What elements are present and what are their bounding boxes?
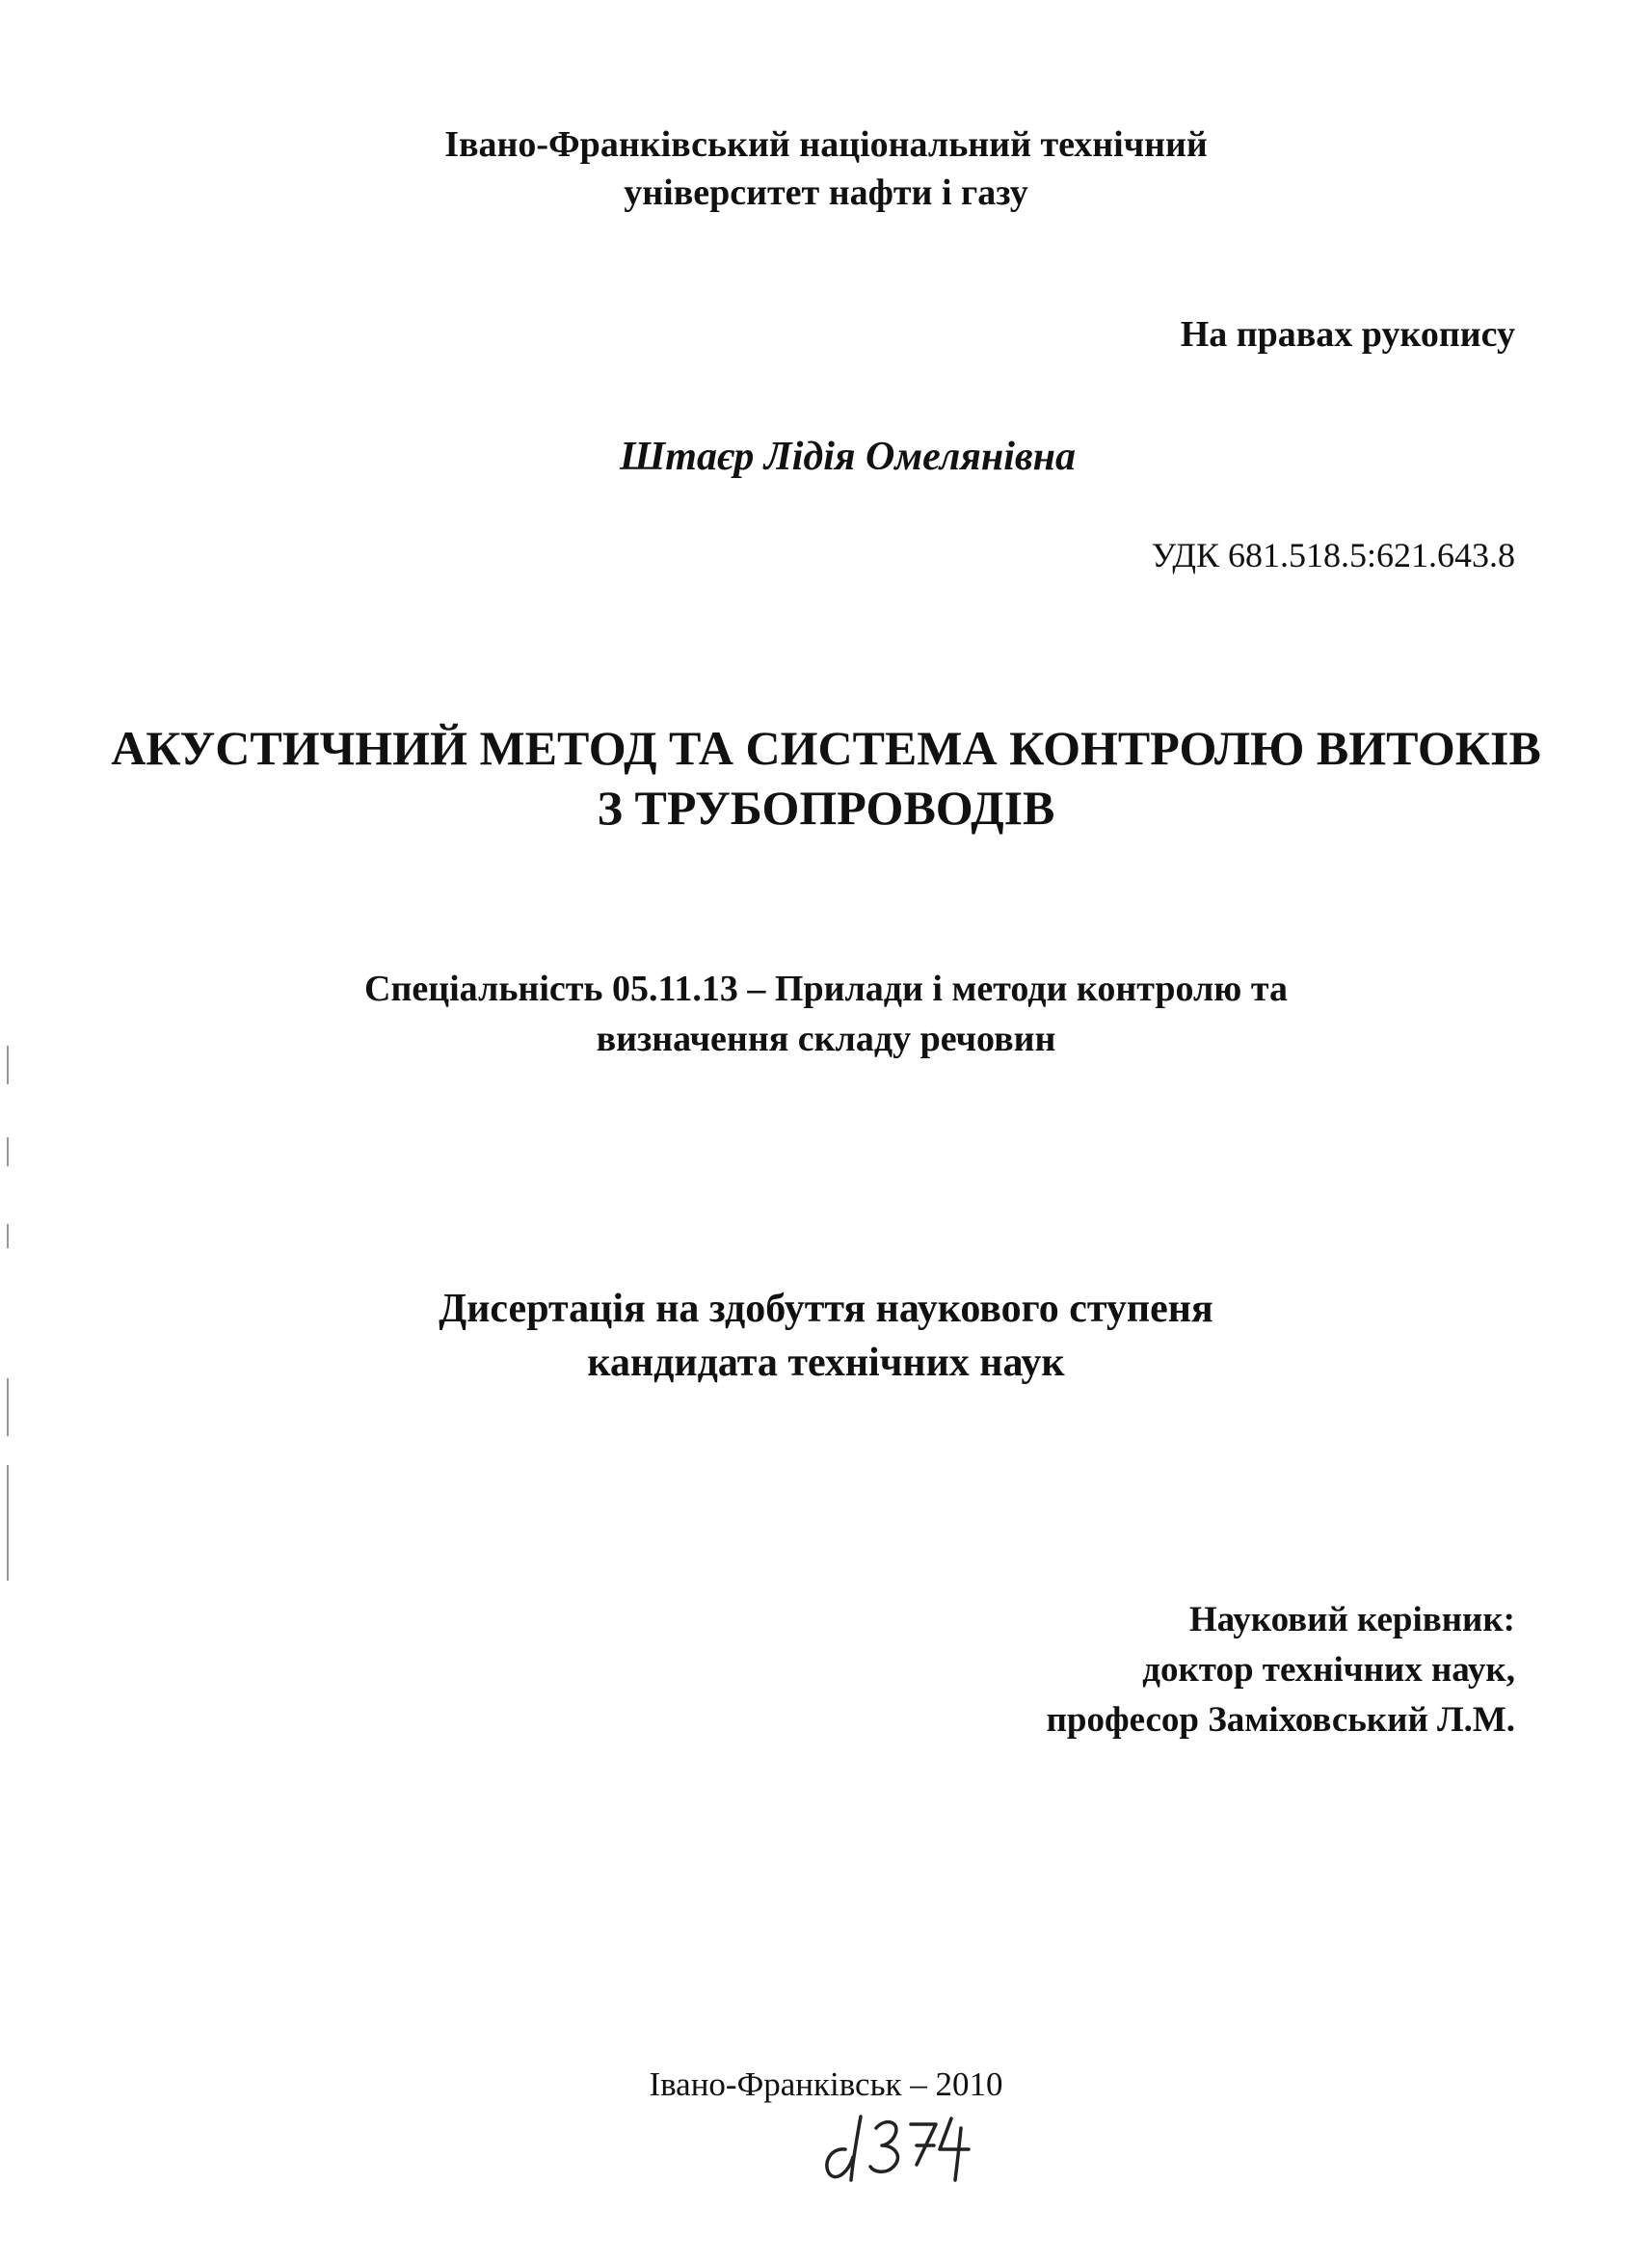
institution-line-1: Івано-Франківський національний технічний: [444, 124, 1208, 165]
title-line-1: АКУСТИЧНИЙ МЕТОД ТА СИСТЕМА КОНТРОЛЮ ВИТОКІВ: [111, 721, 1541, 775]
supervisor-label: Науковий керівник:: [1188, 1600, 1515, 1639]
manuscript-note: На правах рукопису: [1180, 314, 1515, 355]
supervisor-degree: доктор технічних наук,: [1142, 1650, 1515, 1690]
specialty-line-2: визначення складу речовин: [596, 1019, 1056, 1059]
degree-line-1: Дисертація на здобуття наукового ступеня: [439, 1287, 1213, 1331]
title-line-2: З ТРУБОПРОВОДІВ: [597, 781, 1055, 835]
dissertation-title: [0, 718, 1652, 838]
udk-code: УДК 681.518.5:621.643.8: [1151, 536, 1515, 574]
degree-statement: [0, 1282, 1652, 1390]
scan-edge-mark: [7, 1224, 9, 1248]
specialty-line-1: Спеціальність 05.11.13 – Прилади і методи контролю та: [364, 969, 1288, 1009]
city-year: Івано-Франківськ – 2010: [649, 2065, 1003, 2103]
institution-name: [0, 120, 1652, 217]
supervisor-block: [1047, 1595, 1515, 1745]
institution-line-2: університет нафти і газу: [624, 173, 1028, 213]
specialty: [0, 964, 1652, 1064]
scan-edge-mark: [7, 1465, 9, 1581]
degree-line-2: кандидата технічних наук: [587, 1341, 1065, 1385]
handwritten-inventory-number: [816, 2103, 980, 2186]
author-name: Штаєр Лідія Омелянівна: [620, 435, 1076, 479]
scan-edge-mark: [7, 1137, 9, 1166]
supervisor-name: професор Заміховський Л.М.: [1046, 1700, 1515, 1740]
